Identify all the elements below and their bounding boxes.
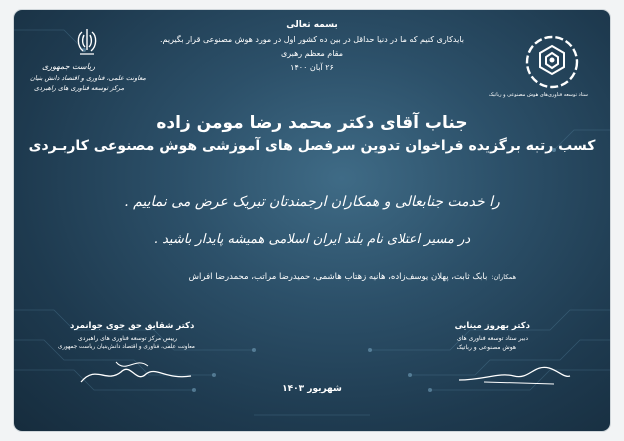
government-line-1: معاونت علمی، فناوری و اقتصاد دانش بنیان — [30, 74, 146, 82]
recipient-name: جناب آقای دکتر محمد رضا مومن زاده — [156, 113, 468, 133]
signatory-right-name: دکتر بهروز مینایی — [454, 321, 530, 331]
signature-right — [454, 354, 574, 388]
collaborators-label: همکاران: — [491, 273, 516, 281]
basmala-heading: بسمه تعالی — [286, 20, 338, 30]
signatory-right-title-1: دبیر ستاد توسعه فناوری های — [456, 335, 528, 342]
achievement-title: کسب رتبه برگزیده فراخوان تدوین سرفصل های آموزشی هوش مصنوعی کاربـردی — [28, 138, 596, 154]
signatory-right-title-2: هوش مصنوعی و رباتیک — [456, 344, 516, 351]
signatory-left-title-2: معاونت علمی، فناوری و اقتصاد دانش‌بنیان ریاست جمهوری — [58, 344, 195, 350]
logo-right-caption: ستاد توسعه فناوری‌های هوش مصنوعی و رباتیک — [488, 92, 588, 98]
certificate — [14, 10, 610, 431]
government-title: ریاست جمهوری — [42, 62, 96, 71]
congratulation-line-2: در مسیر اعتلای نام بلند ایران اسلامی همیشه پایدار باشید . — [153, 232, 471, 247]
collaborators-names: بابک ثابت، پهلان یوسف‌زاده، هانیه زهتاب هاشمی، حمیدرضا مراتب، محمدرضا افراش — [188, 272, 488, 282]
quote-date: ۲۶ آبان ۱۴۰۰ — [290, 63, 334, 72]
leader-quote: بایدکاری کنیم که ما در دنیا حداقل در بین ده کشور اول در مورد هوش مصنوعی قرار بگیریم. — [159, 35, 465, 44]
signatory-left-title-1: رییس مرکز توسعه فناوری های راهبردی — [78, 335, 178, 342]
quote-attribution: مقام معظم رهبری — [280, 49, 343, 58]
congratulation-line-1: را خدمت جنابعالی و همکاران ارجمندتان تبریک عرض می نماییم . — [124, 194, 500, 210]
government-line-2: مرکز توسعه فناوری های راهبردی — [34, 84, 125, 92]
issue-date: شهریور ۱۴۰۳ — [282, 384, 342, 394]
signatory-left-name: دکتر شقایق حق جوی جوانمرد — [70, 321, 195, 331]
collaborators-line — [189, 272, 516, 282]
